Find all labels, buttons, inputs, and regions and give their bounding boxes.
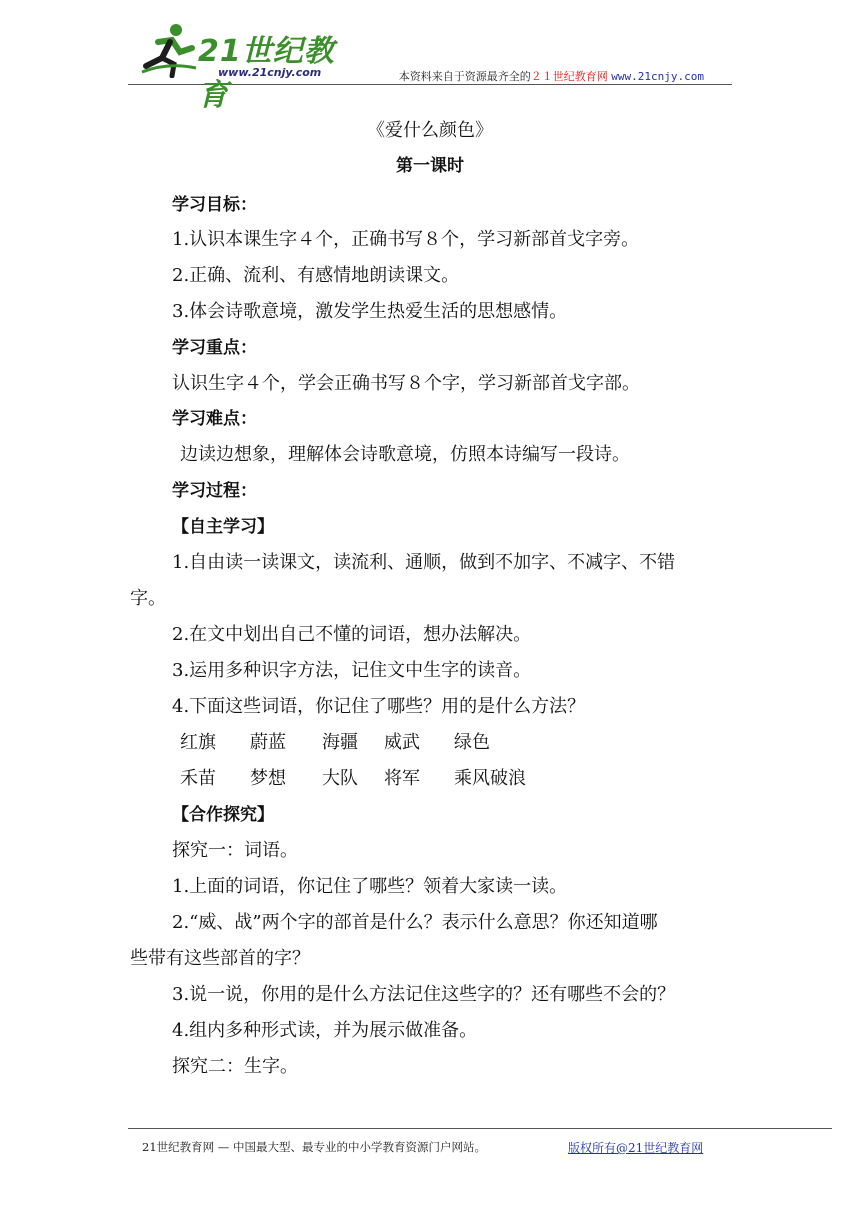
goals-heading: 学习目标： (172, 195, 257, 215)
vocab-word: 红旗 (180, 732, 216, 753)
doc-title: 《爱什么颜色》 (367, 120, 493, 141)
vocab-word: 梦想 (250, 768, 286, 789)
self-study-heading: 【自主学习】 (172, 517, 274, 537)
vocab-word: 乘风破浪 (454, 768, 526, 789)
explore1-item-2-cont: 些带有这些部首的字？ (130, 948, 310, 969)
header-site-link[interactable]: ２１世纪教育网 (530, 70, 608, 83)
goal-item: 2.正确、流利、有感情地朗读课文。 (172, 265, 460, 286)
vocab-word: 绿色 (454, 732, 490, 753)
vocab-word: 蔚蓝 (250, 732, 286, 753)
explore1-item-2: 2.“威、战”两个字的部首是什么？表示什么意思？你还知道哪 (172, 912, 658, 933)
self-study-item-1: 1.自由读一读课文，读流利、通顺，做到不加字、不减字、不错 (172, 552, 676, 573)
explore2-heading: 探究二：生字。 (172, 1056, 298, 1077)
vocab-word: 禾苗 (180, 768, 216, 789)
goal-item: 1.认识本课生字４个，正确书写８个，学习新部首戈字旁。 (172, 229, 640, 250)
vocab-word: 将军 (384, 768, 420, 789)
header-note-prefix: 本资料来自于资源最齐全的 (398, 70, 531, 83)
header-url-link[interactable]: www.21cnjy.com (611, 70, 704, 83)
runner-icon (138, 22, 198, 78)
self-study-item-1-cont: 字。 (130, 588, 166, 609)
footer-copyright-link[interactable]: 版权所有@21世纪教育网 (568, 1141, 704, 1155)
logo-url: www.21cnjy.com (218, 66, 322, 79)
logo-text: 21世纪教育 (198, 34, 335, 113)
explore1-heading: 探究一：词语。 (172, 840, 298, 861)
self-study-item-3: 3.运用多种识字方法，记住文中生字的读音。 (172, 660, 532, 681)
coop-heading: 【合作探究】 (172, 805, 274, 825)
footer-tagline: 21世纪教育网 — 中国最大型、最专业的中小学教育资源门户网站。 (142, 1140, 486, 1154)
doc-subtitle: 第一课时 (396, 156, 464, 176)
header-note (399, 68, 704, 84)
process-heading: 学习过程： (172, 481, 257, 501)
difficulty-heading: 学习难点： (172, 409, 257, 429)
explore1-item-1: 1.上面的词语，你记住了哪些？领着大家读一读。 (172, 876, 568, 897)
self-study-item-2: 2.在文中划出自己不懂的词语，想办法解决。 (172, 624, 532, 645)
vocab-word: 大队 (322, 768, 358, 789)
explore1-item-3: 3.说一说，你用的是什么方法记住这些字的？还有哪些不会的？ (172, 984, 676, 1005)
self-study-item-4: 4.下面这些词语，你记住了哪些？用的是什么方法？ (172, 696, 586, 717)
vocab-word: 海疆 (322, 732, 358, 753)
explore1-item-4: 4.组内多种形式读，并为展示做准备。 (172, 1020, 478, 1041)
page-header (128, 22, 732, 113)
site-logo (138, 22, 358, 113)
focus-text: 认识生字４个，学会正确书写８个字，学习新部首戈字部。 (172, 373, 640, 394)
page-footer (128, 1128, 832, 1159)
vocab-word: 威武 (384, 732, 420, 753)
goal-item: 3.体会诗歌意境，激发学生热爱生活的思想感情。 (172, 301, 568, 322)
difficulty-text: 边读边想象，理解体会诗歌意境，仿照本诗编写一段诗。 (180, 444, 630, 465)
focus-heading: 学习重点： (172, 338, 257, 358)
